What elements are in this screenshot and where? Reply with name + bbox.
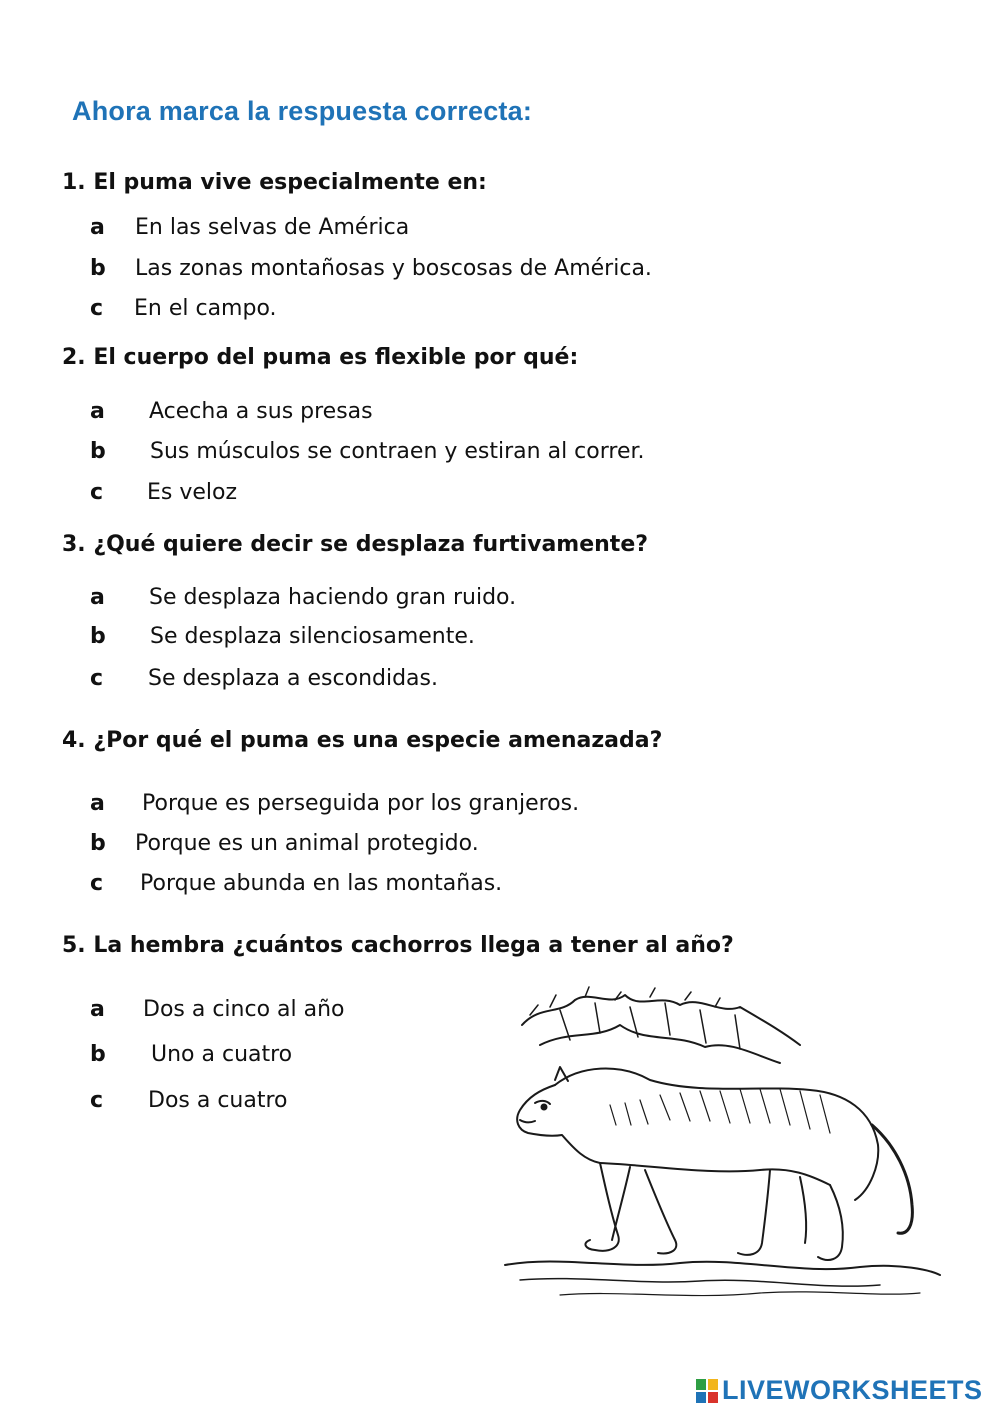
option-text: Porque abunda en las montañas. — [140, 870, 503, 896]
option-text: Dos a cuatro — [148, 1087, 288, 1113]
option-text: Sus músculos se contraen y estiran al correr. — [150, 438, 645, 464]
question-4-option-a[interactable] — [90, 788, 579, 818]
question-2-option-a[interactable] — [90, 396, 373, 426]
question-1-option-b[interactable] — [90, 253, 652, 283]
question-4: 4. ¿Por qué el puma es una especie amenazada? — [62, 728, 663, 753]
option-text: Acecha a sus presas — [149, 398, 373, 424]
option-letter: b — [90, 830, 106, 856]
question-2: 2. El cuerpo del puma es flexible por qué: — [62, 345, 579, 370]
question-5-option-b[interactable] — [90, 1039, 292, 1069]
question-3-option-c[interactable] — [90, 663, 438, 693]
option-text: Porque es un animal protegido. — [135, 830, 479, 856]
option-letter: c — [90, 665, 104, 691]
question-4-option-c[interactable] — [90, 868, 502, 898]
option-text: Uno a cuatro — [151, 1041, 293, 1067]
option-text: Se desplaza haciendo gran ruido. — [149, 584, 517, 610]
liveworksheets-brand — [695, 1375, 983, 1406]
liveworksheets-logo-icon — [695, 1378, 719, 1404]
option-letter: a — [90, 790, 105, 816]
option-letter: c — [90, 479, 104, 505]
question-3-option-b[interactable] — [90, 621, 475, 651]
question-1-option-a[interactable] — [90, 212, 409, 242]
option-letter: c — [90, 870, 104, 896]
option-text: Porque es perseguida por los granjeros. — [142, 790, 580, 816]
option-letter: b — [90, 623, 106, 649]
option-letter: b — [90, 438, 106, 464]
puma-illustration — [500, 985, 945, 1305]
option-letter: a — [90, 214, 105, 240]
option-letter: a — [90, 584, 105, 610]
question-1: 1. El puma vive especialmente en: — [62, 170, 487, 195]
option-letter: a — [90, 398, 105, 424]
option-letter: b — [90, 255, 106, 281]
option-letter: c — [90, 1087, 104, 1113]
question-3-option-a[interactable] — [90, 582, 516, 612]
question-3: 3. ¿Qué quiere decir se desplaza furtivamente? — [62, 532, 649, 557]
option-text: Las zonas montañosas y boscosas de América. — [135, 255, 652, 281]
question-2-option-c[interactable] — [90, 477, 237, 507]
question-5-option-a[interactable] — [90, 994, 345, 1024]
question-4-option-b[interactable] — [90, 828, 479, 858]
question-5-option-c[interactable] — [90, 1085, 288, 1115]
option-letter: c — [90, 295, 104, 321]
question-1-option-c[interactable] — [90, 293, 277, 323]
option-text: Dos a cinco al año — [143, 996, 345, 1022]
question-2-option-b[interactable] — [90, 436, 645, 466]
option-text: Es veloz — [147, 479, 238, 505]
option-letter: b — [90, 1041, 106, 1067]
option-text: En las selvas de América — [135, 214, 410, 240]
question-5: 5. La hembra ¿cuántos cachorros llega a tener al año? — [62, 933, 734, 958]
brand-name: LIVEWORKSHEETS — [722, 1375, 983, 1405]
option-text: Se desplaza a escondidas. — [148, 665, 438, 691]
option-letter: a — [90, 996, 105, 1022]
page-title: Ahora marca la respuesta correcta: — [72, 96, 533, 126]
option-text: Se desplaza silenciosamente. — [150, 623, 475, 649]
option-text: En el campo. — [134, 295, 277, 321]
